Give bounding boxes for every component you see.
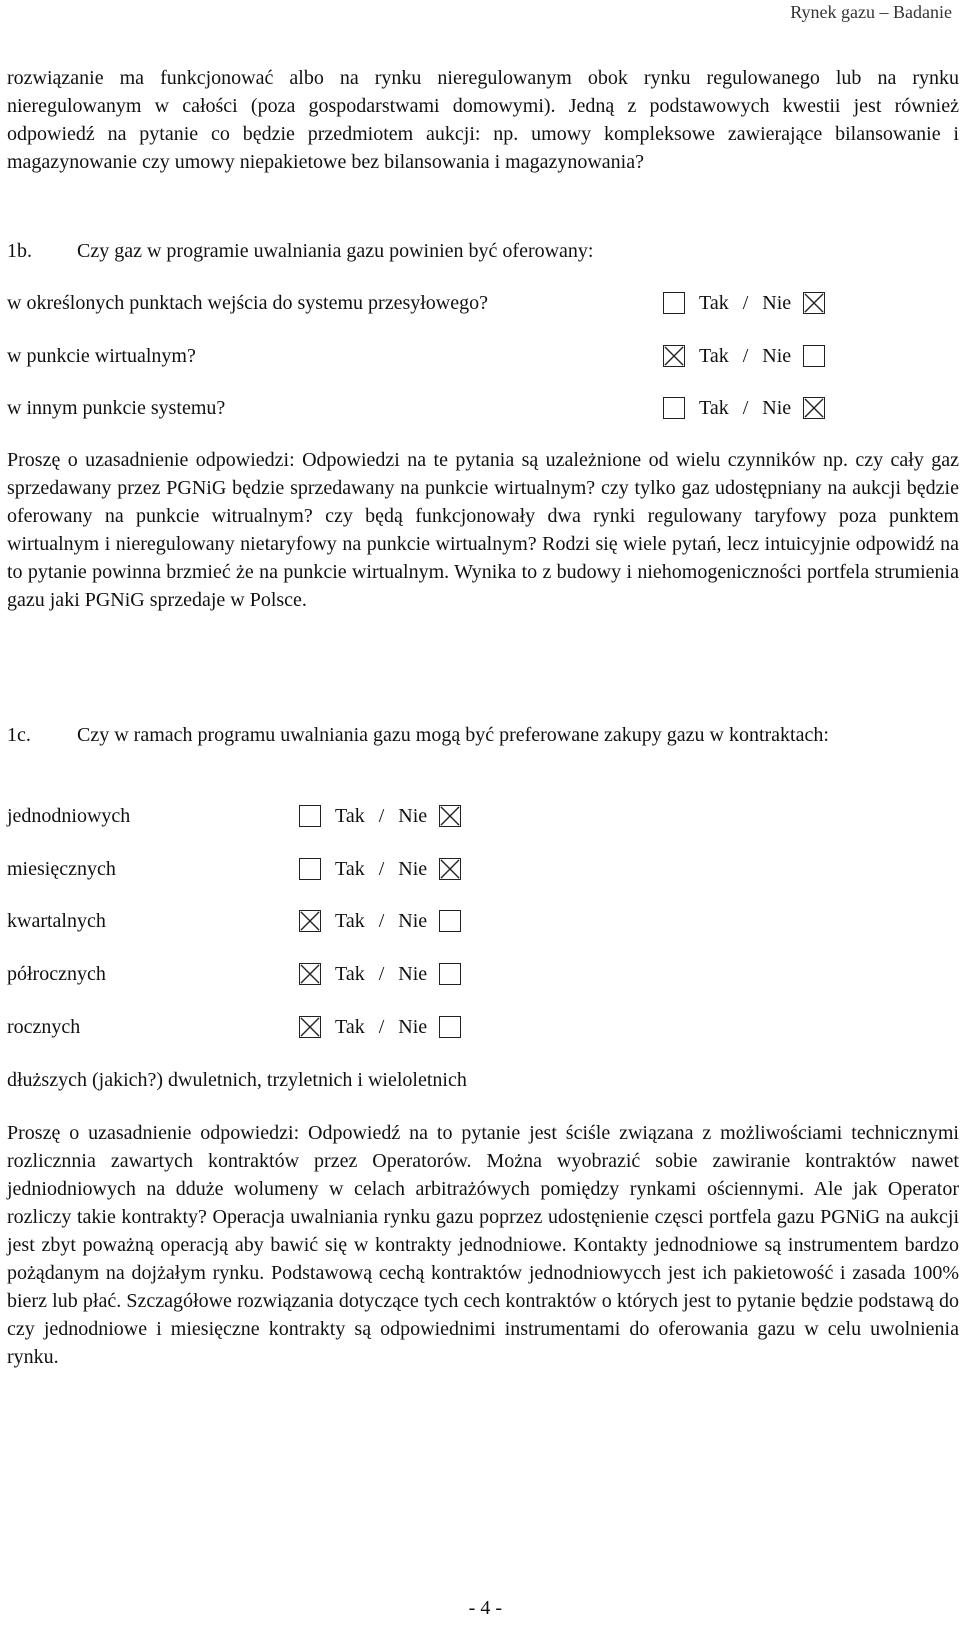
justification-1b: Proszę o uzasadnienie odpowiedzi: Odpowiedzi na te pytania są uzależnione od wielu czynników np. czy cały gaz sprzedawany przez PGNiG będzie sprzedawany na punkcie wirtualnym? czy tylko gaz udostępniany na aukcji będzie oferowany na punkcie witrualnym? czy będą funkcjonowały dwa rynki regulowany taryfowy poza punktem wirtualnym i nieregulowany nietaryfowy na punkcie wirtualnym? Rodzi się wiele pytań, lecz intuicyjnie odpowidź na to pytanie powinna brzmieć że na punkcie wirtualnym. Wynika to z budowy i niehomogeniczności portfela strumienia gazu jaki PGNiG sprzedaje w Polsce. [7,449,959,611]
tak-nie-choice [299,960,461,988]
nie-label: Nie [762,292,792,314]
nie-checkbox-checked[interactable] [803,397,825,419]
tak-checkbox-checked[interactable] [299,910,321,932]
nie-checkbox-checked[interactable] [803,292,825,314]
page-number [0,1597,960,1620]
question-text: Czy gaz w programie uwalniania gazu powinien być oferowany: [77,240,594,262]
nie-label: Nie [398,963,428,985]
option-label: jednodniowych [7,805,131,827]
nie-checkbox[interactable] [439,963,461,985]
tak-nie-choice [663,394,825,422]
page-number-text: - 4 - [468,1597,502,1619]
question-number: 1b. [7,240,32,262]
question-1b [7,237,593,265]
nie-label: Nie [762,397,792,419]
nie-label: Nie [398,805,428,827]
option-label: rocznych [7,1016,81,1038]
slash-separator: / [378,910,385,932]
tak-nie-choice [299,855,461,883]
nie-label: Nie [762,345,792,367]
slash-separator: / [742,345,749,367]
tak-nie-choice [663,289,825,317]
nie-label: Nie [398,910,428,932]
tak-checkbox-checked[interactable] [299,963,321,985]
question-number: 1c. [7,724,31,746]
tak-label: Tak [335,963,365,985]
nie-checkbox[interactable] [439,1016,461,1038]
nie-checkbox-checked[interactable] [439,858,461,880]
tak-checkbox[interactable] [299,858,321,880]
option-label: w określonych punktach wejścia do systemu przesyłowego? [7,292,488,314]
nie-checkbox[interactable] [439,910,461,932]
option-label: miesięcznych [7,858,116,880]
tak-nie-choice [299,802,461,830]
tak-checkbox-checked[interactable] [663,345,685,367]
option-label: w punkcie wirtualnym? [7,345,196,367]
tak-label: Tak [335,858,365,880]
tak-checkbox[interactable] [299,805,321,827]
slash-separator: / [378,963,385,985]
intro-paragraph: rozwiązanie ma funkcjonować albo na rynku nieregulowanym obok rynku regulowanego lub na rynku nieregulowanym w całości (poza gospodarstwami domowymi). Jedną z podstawowych kwestii jest również odpowiedź na pytanie co będzie przedmiotem aukcji: np. umowy kompleksowe zawierające bilansowanie i magazynowanie czy umowy niepakietowe bez bilansowania i magazynowania? [7,67,959,173]
tak-checkbox-checked[interactable] [299,1016,321,1038]
option-label: półrocznych [7,963,106,985]
tak-checkbox[interactable] [663,397,685,419]
nie-label: Nie [398,1016,428,1038]
slash-separator: / [378,858,385,880]
nie-checkbox[interactable] [803,345,825,367]
slash-separator: / [378,805,385,827]
option-label: kwartalnych [7,910,106,932]
longer-contracts-answer: dłuższych (jakich?) dwuletnich, trzyletnich i wieloletnich [7,1069,467,1091]
nie-checkbox-checked[interactable] [439,805,461,827]
slash-separator: / [742,292,749,314]
tak-label: Tak [699,345,729,367]
option-label: w innym punkcie systemu? [7,397,226,419]
slash-separator: / [378,1016,385,1038]
tak-nie-choice [663,342,825,370]
tak-label: Tak [699,292,729,314]
tak-nie-choice [299,907,461,935]
justification-1c: Proszę o uzasadnienie odpowiedzi: Odpowiedź na to pytanie jest ściśle związana z możliwościami technicznymi rozlicznnia zawartych kontraktów przez Operatorów. Można wyobrazić sobie zawiranie kontraktów nawet jedniodniowych na dduże wolumeny w celach arbitrażówych pomiędzy rynkami ościennymi. Ale jak Operator rozliczy takie kontrakty? Operacja uwalniania rynku gazu poprzez udostęnienie częsci portfela gazu PGNiG na aukcji jest zbyt poważną operacją aby bawić się w kontrakty jednodniowe. Kontakty jednodniowe są instrumentem bardzo pożądanym na dojżałym rynku. Podstawową cechą kontraktów jednodniowycch jest ich pakietowość i zasada 100% bierz lub płać. Szczagółowe rozwiązania dotyczące tych cech kontraktów o których jest to pytanie będzie podstawą do czy jednodniowe i miesięczne kontrakty są odpowiednimi instrumentami do oferowania gazu w celu uwolnienia rynku. [7,1122,959,1368]
tak-label: Tak [699,397,729,419]
tak-label: Tak [335,1016,365,1038]
tak-label: Tak [335,910,365,932]
running-header: Rynek gazu – Badanie [790,2,952,22]
tak-label: Tak [335,805,365,827]
tak-checkbox[interactable] [663,292,685,314]
question-1c [7,721,959,749]
question-text: Czy w ramach programu uwalniania gazu mogą być preferowane zakupy gazu w kontraktach: [77,724,829,746]
slash-separator: / [742,397,749,419]
nie-label: Nie [398,858,428,880]
tak-nie-choice [299,1013,461,1041]
